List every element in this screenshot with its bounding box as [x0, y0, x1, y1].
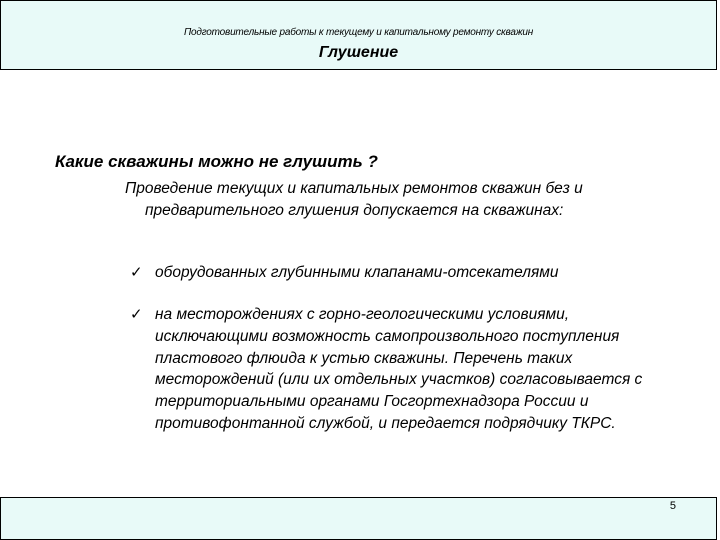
- bullet-item: [130, 304, 665, 435]
- header-subtitle: Подготовительные работы к текущему и капитальному ремонту скважин: [183, 27, 534, 38]
- checkmark-icon: ✓: [130, 264, 143, 281]
- header-panel: [0, 0, 717, 70]
- bullet-text: оборудованных глубинными клапанами-отсекателями: [155, 264, 559, 281]
- checkmark-icon: ✓: [130, 306, 143, 323]
- question-heading: Какие скважины можно не глушить ?: [55, 152, 378, 171]
- bullet-item: [130, 262, 665, 284]
- footer-panel: [0, 497, 717, 540]
- intro-paragraph: Проведение текущих и капитальных ремонтов скважин без и предварительного глушения допускается на скважинах:: [125, 180, 583, 219]
- page-title: Глушение: [318, 44, 399, 61]
- page-number: 5: [669, 500, 676, 512]
- bullet-text: на месторождениях с горно-геологическими условиями, исключающими возможность самопроизвольного поступления пластового флюида к устью скважины. Перечень таких месторождений (или их отдельных участков) согласовывается с территориальными органами Госгортехнадзора России и противофонтанной службой, и передается подрядчику ТКРС.: [155, 306, 643, 432]
